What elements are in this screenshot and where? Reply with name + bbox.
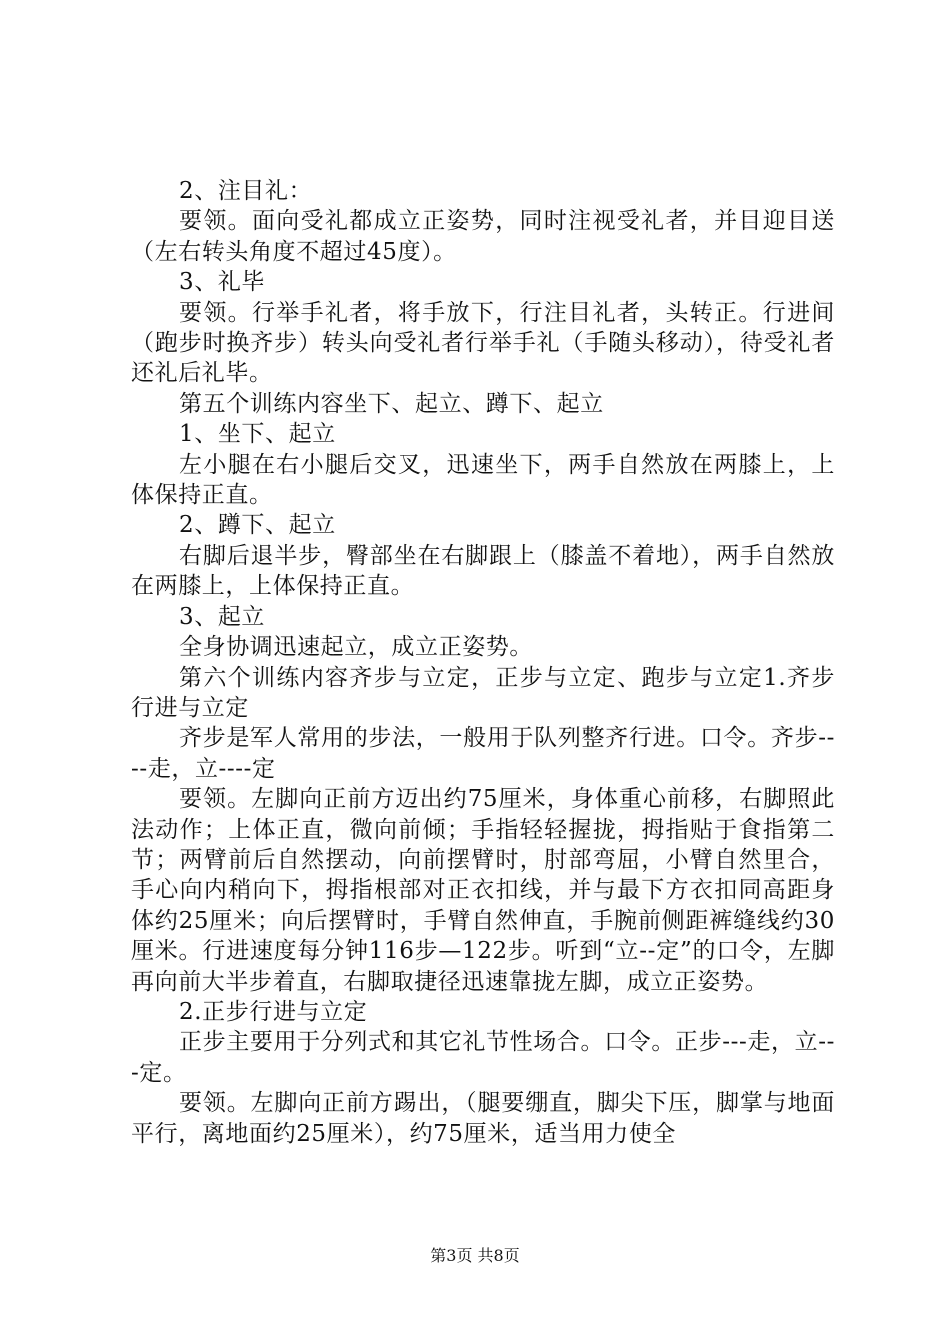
- paragraph: 右脚后退半步，臀部坐在右脚跟上（膝盖不着地），两手自然放在两膝上，上体保持正直。: [131, 542, 835, 600]
- heading-salute-gaze: 2、注目礼：: [179, 178, 313, 204]
- paragraph: 全身协调迅速起立，成立正姿势。: [179, 634, 533, 661]
- paragraph: 要领。左脚向正前方踢出，（腿要绷直，脚尖下压，脚掌与地面平行，离地面约25厘米），约75厘米，适当用力使全: [131, 1090, 835, 1147]
- heading-stand: 3、起立: [179, 603, 266, 630]
- document-body: [131, 176, 835, 1149]
- paragraph: 要领。行举手礼者，将手放下，行注目礼者，头转正。行进间（跑步时换齐步）转头向受礼者行举手礼（手随头移动），待受礼者还礼后礼毕。: [131, 299, 835, 387]
- paragraph: 要领。面向受礼都成立正姿势，同时注视受礼者，并目迎目送（左右转头角度不超过45度）。: [131, 208, 835, 265]
- heading-salute-end: 3、礼毕: [179, 269, 266, 296]
- page-number: 第3页 共8页: [430, 1246, 520, 1265]
- paragraph: 左小腿在右小腿后交叉，迅速坐下，两手自然放在两膝上，上体保持正直。: [131, 451, 835, 509]
- heading-sit-stand: 1、坐下、起立: [179, 421, 336, 448]
- heading-goose-step: 2.正步行进与立定: [179, 998, 368, 1025]
- section-heading-6: 第六个训练内容齐步与立定，正步与立定、跑步与立定1.齐步行进与立定: [131, 664, 835, 721]
- heading-squat-stand: 2、蹲下、起立: [179, 512, 336, 539]
- paragraph: 正步主要用于分列式和其它礼节性场合。口令。正步---走，立---定。: [131, 1029, 835, 1086]
- section-heading-5: 第五个训练内容坐下、起立、蹲下、起立: [179, 390, 604, 417]
- paragraph: 齐步是军人常用的步法，一般用于队列整齐行进。口令。齐步----走，立----定: [131, 725, 835, 782]
- paragraph: 要领。左脚向正前方迈出约75厘米，身体重心前移，右脚照此法动作；上体正直，微向前倾；手指轻轻握拢，拇指贴于食指第二节；两臂前后自然摆动，向前摆臂时，肘部弯屈，小臂自然里合，手心向内稍向下，拇指根部对正衣扣线，并与最下方衣扣同高距身体约25厘米；向后摆臂时，手臂自然伸直，手腕前侧距裤缝线约30厘米。行进速度每分钟116步—122步。听到“立--定”的口令，左脚再向前大半步着直，右脚取捷径迅速靠拢左脚，成立正姿势。: [131, 786, 835, 995]
